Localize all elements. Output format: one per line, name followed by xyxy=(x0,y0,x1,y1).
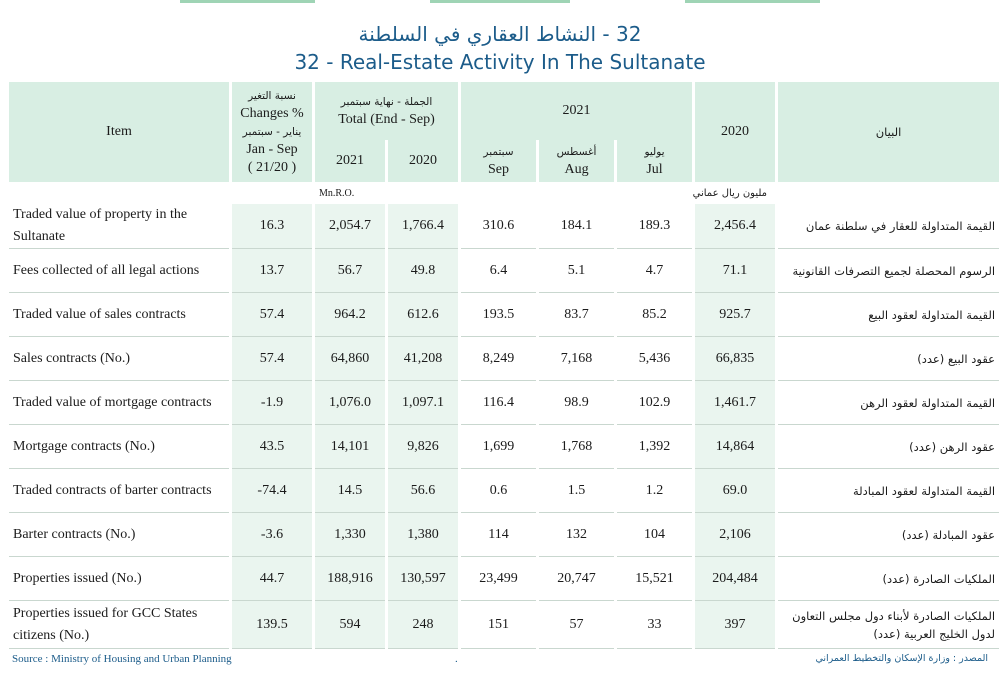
cell-total-2020: 248 xyxy=(388,601,458,649)
row-label-ar: الرسوم المحصلة لجميع التصرفات القانونية xyxy=(778,249,999,293)
cell-aug: 5.1 xyxy=(539,249,614,293)
cell-change: 16.3 xyxy=(232,204,312,249)
table-row xyxy=(9,249,999,293)
row-label-en: Properties issued for GCC States citizens (No.) xyxy=(9,601,229,649)
header-aug-ar: أغسطس xyxy=(556,146,597,158)
top-decoration-bar xyxy=(685,0,820,3)
cell-year-2020: 204,484 xyxy=(695,557,775,601)
cell-total-2020: 41,208 xyxy=(388,337,458,381)
cell-year-2020: 2,106 xyxy=(695,513,775,557)
row-label-en: Barter contracts (No.) xyxy=(9,513,229,557)
cell-jul: 189.3 xyxy=(617,204,692,249)
cell-total-2020: 130,597 xyxy=(388,557,458,601)
row-label-en: Traded value of sales contracts xyxy=(9,293,229,337)
top-decoration-bar xyxy=(180,0,315,3)
cell-jul: 15,521 xyxy=(617,557,692,601)
row-label-ar: الملكيات الصادرة (عدد) xyxy=(778,557,999,601)
source-note-ar: المصدر : وزارة الإسكان والتخطيط العمراني xyxy=(815,653,988,664)
cell-total-2021: 14.5 xyxy=(315,469,385,513)
table-row xyxy=(9,293,999,337)
cell-total-2020: 9,826 xyxy=(388,425,458,469)
cell-aug: 1.5 xyxy=(539,469,614,513)
cell-year-2020: 1,461.7 xyxy=(695,381,775,425)
cell-sep: 1,699 xyxy=(461,425,536,469)
table-row xyxy=(9,425,999,469)
cell-sep: 114 xyxy=(461,513,536,557)
cell-change: -1.9 xyxy=(232,381,312,425)
cell-jul: 5,436 xyxy=(617,337,692,381)
row-label-ar: القيمة المتداولة لعقود المبادلة xyxy=(778,469,999,513)
top-decoration-bar xyxy=(430,0,570,3)
cell-jul: 1,392 xyxy=(617,425,692,469)
cell-aug: 184.1 xyxy=(539,204,614,249)
cell-jul: 104 xyxy=(617,513,692,557)
cell-sep: 6.4 xyxy=(461,249,536,293)
cell-sep: 116.4 xyxy=(461,381,536,425)
row-label-en: Sales contracts (No.) xyxy=(9,337,229,381)
cell-change: 43.5 xyxy=(232,425,312,469)
header-aug-en: Aug xyxy=(564,162,589,177)
row-label-en: Fees collected of all legal actions xyxy=(9,249,229,293)
header-item-ar: البيان xyxy=(778,82,999,182)
header-changes-ar: نسبة التغير xyxy=(248,90,296,102)
row-label-ar: عقود البيع (عدد) xyxy=(778,337,999,381)
cell-total-2020: 1,097.1 xyxy=(388,381,458,425)
header-changes-period-ar: يناير - سبتمبر xyxy=(242,126,302,138)
cell-jul: 102.9 xyxy=(617,381,692,425)
cell-year-2020: 925.7 xyxy=(695,293,775,337)
cell-total-2021: 14,101 xyxy=(315,425,385,469)
table-row xyxy=(9,557,999,601)
cell-aug: 1,768 xyxy=(539,425,614,469)
header-changes-en: Changes % xyxy=(240,106,304,121)
cell-total-2020: 612.6 xyxy=(388,293,458,337)
units-label-ar: مليون ريال عماني xyxy=(692,187,768,199)
table-row xyxy=(9,204,999,249)
cell-change: 139.5 xyxy=(232,601,312,649)
row-label-en: Traded value of mortgage contracts xyxy=(9,381,229,425)
header-total-en: Total (End - Sep) xyxy=(338,112,435,127)
header-item: Item xyxy=(9,82,229,182)
cell-total-2021: 964.2 xyxy=(315,293,385,337)
cell-year-2020: 14,864 xyxy=(695,425,775,469)
header-changes xyxy=(232,82,312,182)
table-body xyxy=(9,204,999,649)
header-total-2020: 2020 xyxy=(388,140,458,182)
cell-total-2021: 1,330 xyxy=(315,513,385,557)
row-label-ar: القيمة المتداولة لعقود البيع xyxy=(778,293,999,337)
row-label-en: Properties issued (No.) xyxy=(9,557,229,601)
header-aug xyxy=(539,140,614,182)
table-row xyxy=(9,601,999,649)
cell-total-2020: 49.8 xyxy=(388,249,458,293)
footer-dot: . xyxy=(455,653,458,665)
cell-jul: 33 xyxy=(617,601,692,649)
cell-sep: 310.6 xyxy=(461,204,536,249)
cell-total-2020: 1,380 xyxy=(388,513,458,557)
cell-sep: 8,249 xyxy=(461,337,536,381)
row-label-ar: الملكيات الصادرة لأبناء دول مجلس التعاون لدول الخليج العربية (عدد) xyxy=(778,601,999,649)
cell-sep: 23,499 xyxy=(461,557,536,601)
units-label-en: Mn.R.O. xyxy=(319,187,355,199)
cell-total-2020: 56.6 xyxy=(388,469,458,513)
header-total-ar: الجملة - نهاية سبتمبر xyxy=(340,96,433,108)
cell-change: 13.7 xyxy=(232,249,312,293)
cell-aug: 57 xyxy=(539,601,614,649)
cell-jul: 85.2 xyxy=(617,293,692,337)
header-jul xyxy=(617,140,692,182)
cell-total-2020: 1,766.4 xyxy=(388,204,458,249)
real-estate-table xyxy=(6,82,1000,649)
header-sep-ar: سبتمبر xyxy=(483,146,514,158)
row-label-ar: عقود الرهن (عدد) xyxy=(778,425,999,469)
table-row xyxy=(9,337,999,381)
cell-total-2021: 188,916 xyxy=(315,557,385,601)
cell-year-2020: 66,835 xyxy=(695,337,775,381)
page-title-arabic: 32 - النشاط العقاري في السلطنة xyxy=(358,22,642,46)
row-label-ar: عقود المبادلة (عدد) xyxy=(778,513,999,557)
cell-total-2021: 594 xyxy=(315,601,385,649)
cell-change: 57.4 xyxy=(232,337,312,381)
cell-sep: 193.5 xyxy=(461,293,536,337)
row-label-en: Traded contracts of barter contracts xyxy=(9,469,229,513)
cell-year-2020: 69.0 xyxy=(695,469,775,513)
table-row xyxy=(9,469,999,513)
header-jul-ar: يوليو xyxy=(644,146,665,158)
header-year-2020: 2020 xyxy=(695,82,775,182)
page-title-english: 32 - Real-Estate Activity In The Sultanate xyxy=(294,50,706,74)
cell-change: 57.4 xyxy=(232,293,312,337)
header-sep-en: Sep xyxy=(488,162,510,177)
cell-year-2020: 2,456.4 xyxy=(695,204,775,249)
cell-year-2020: 397 xyxy=(695,601,775,649)
cell-aug: 98.9 xyxy=(539,381,614,425)
row-label-ar: القيمة المتداولة لعقود الرهن xyxy=(778,381,999,425)
header-jul-en: Jul xyxy=(646,162,663,177)
header-year-2021: 2021 xyxy=(461,82,692,140)
cell-change: 44.7 xyxy=(232,557,312,601)
cell-aug: 20,747 xyxy=(539,557,614,601)
cell-sep: 0.6 xyxy=(461,469,536,513)
header-changes-period-en: Jan - Sep xyxy=(246,142,298,157)
cell-total-2021: 64,860 xyxy=(315,337,385,381)
header-sep xyxy=(461,140,536,182)
cell-change: -3.6 xyxy=(232,513,312,557)
cell-change: -74.4 xyxy=(232,469,312,513)
header-total-2021: 2021 xyxy=(315,140,385,182)
cell-aug: 7,168 xyxy=(539,337,614,381)
row-label-ar: القيمة المتداولة للعقار في سلطنة عمان xyxy=(778,204,999,249)
cell-sep: 151 xyxy=(461,601,536,649)
cell-total-2021: 2,054.7 xyxy=(315,204,385,249)
table-row xyxy=(9,513,999,557)
cell-jul: 1.2 xyxy=(617,469,692,513)
source-note-en: Source : Ministry of Housing and Urban Planning xyxy=(12,653,232,665)
row-label-en: Traded value of property in the Sultanate xyxy=(9,204,229,249)
cell-total-2021: 1,076.0 xyxy=(315,381,385,425)
table-row xyxy=(9,381,999,425)
cell-aug: 83.7 xyxy=(539,293,614,337)
cell-aug: 132 xyxy=(539,513,614,557)
cell-jul: 4.7 xyxy=(617,249,692,293)
header-changes-years: ( 21/20 ) xyxy=(247,160,297,175)
row-label-en: Mortgage contracts (No.) xyxy=(9,425,229,469)
header-total xyxy=(315,82,458,140)
cell-year-2020: 71.1 xyxy=(695,249,775,293)
cell-total-2021: 56.7 xyxy=(315,249,385,293)
